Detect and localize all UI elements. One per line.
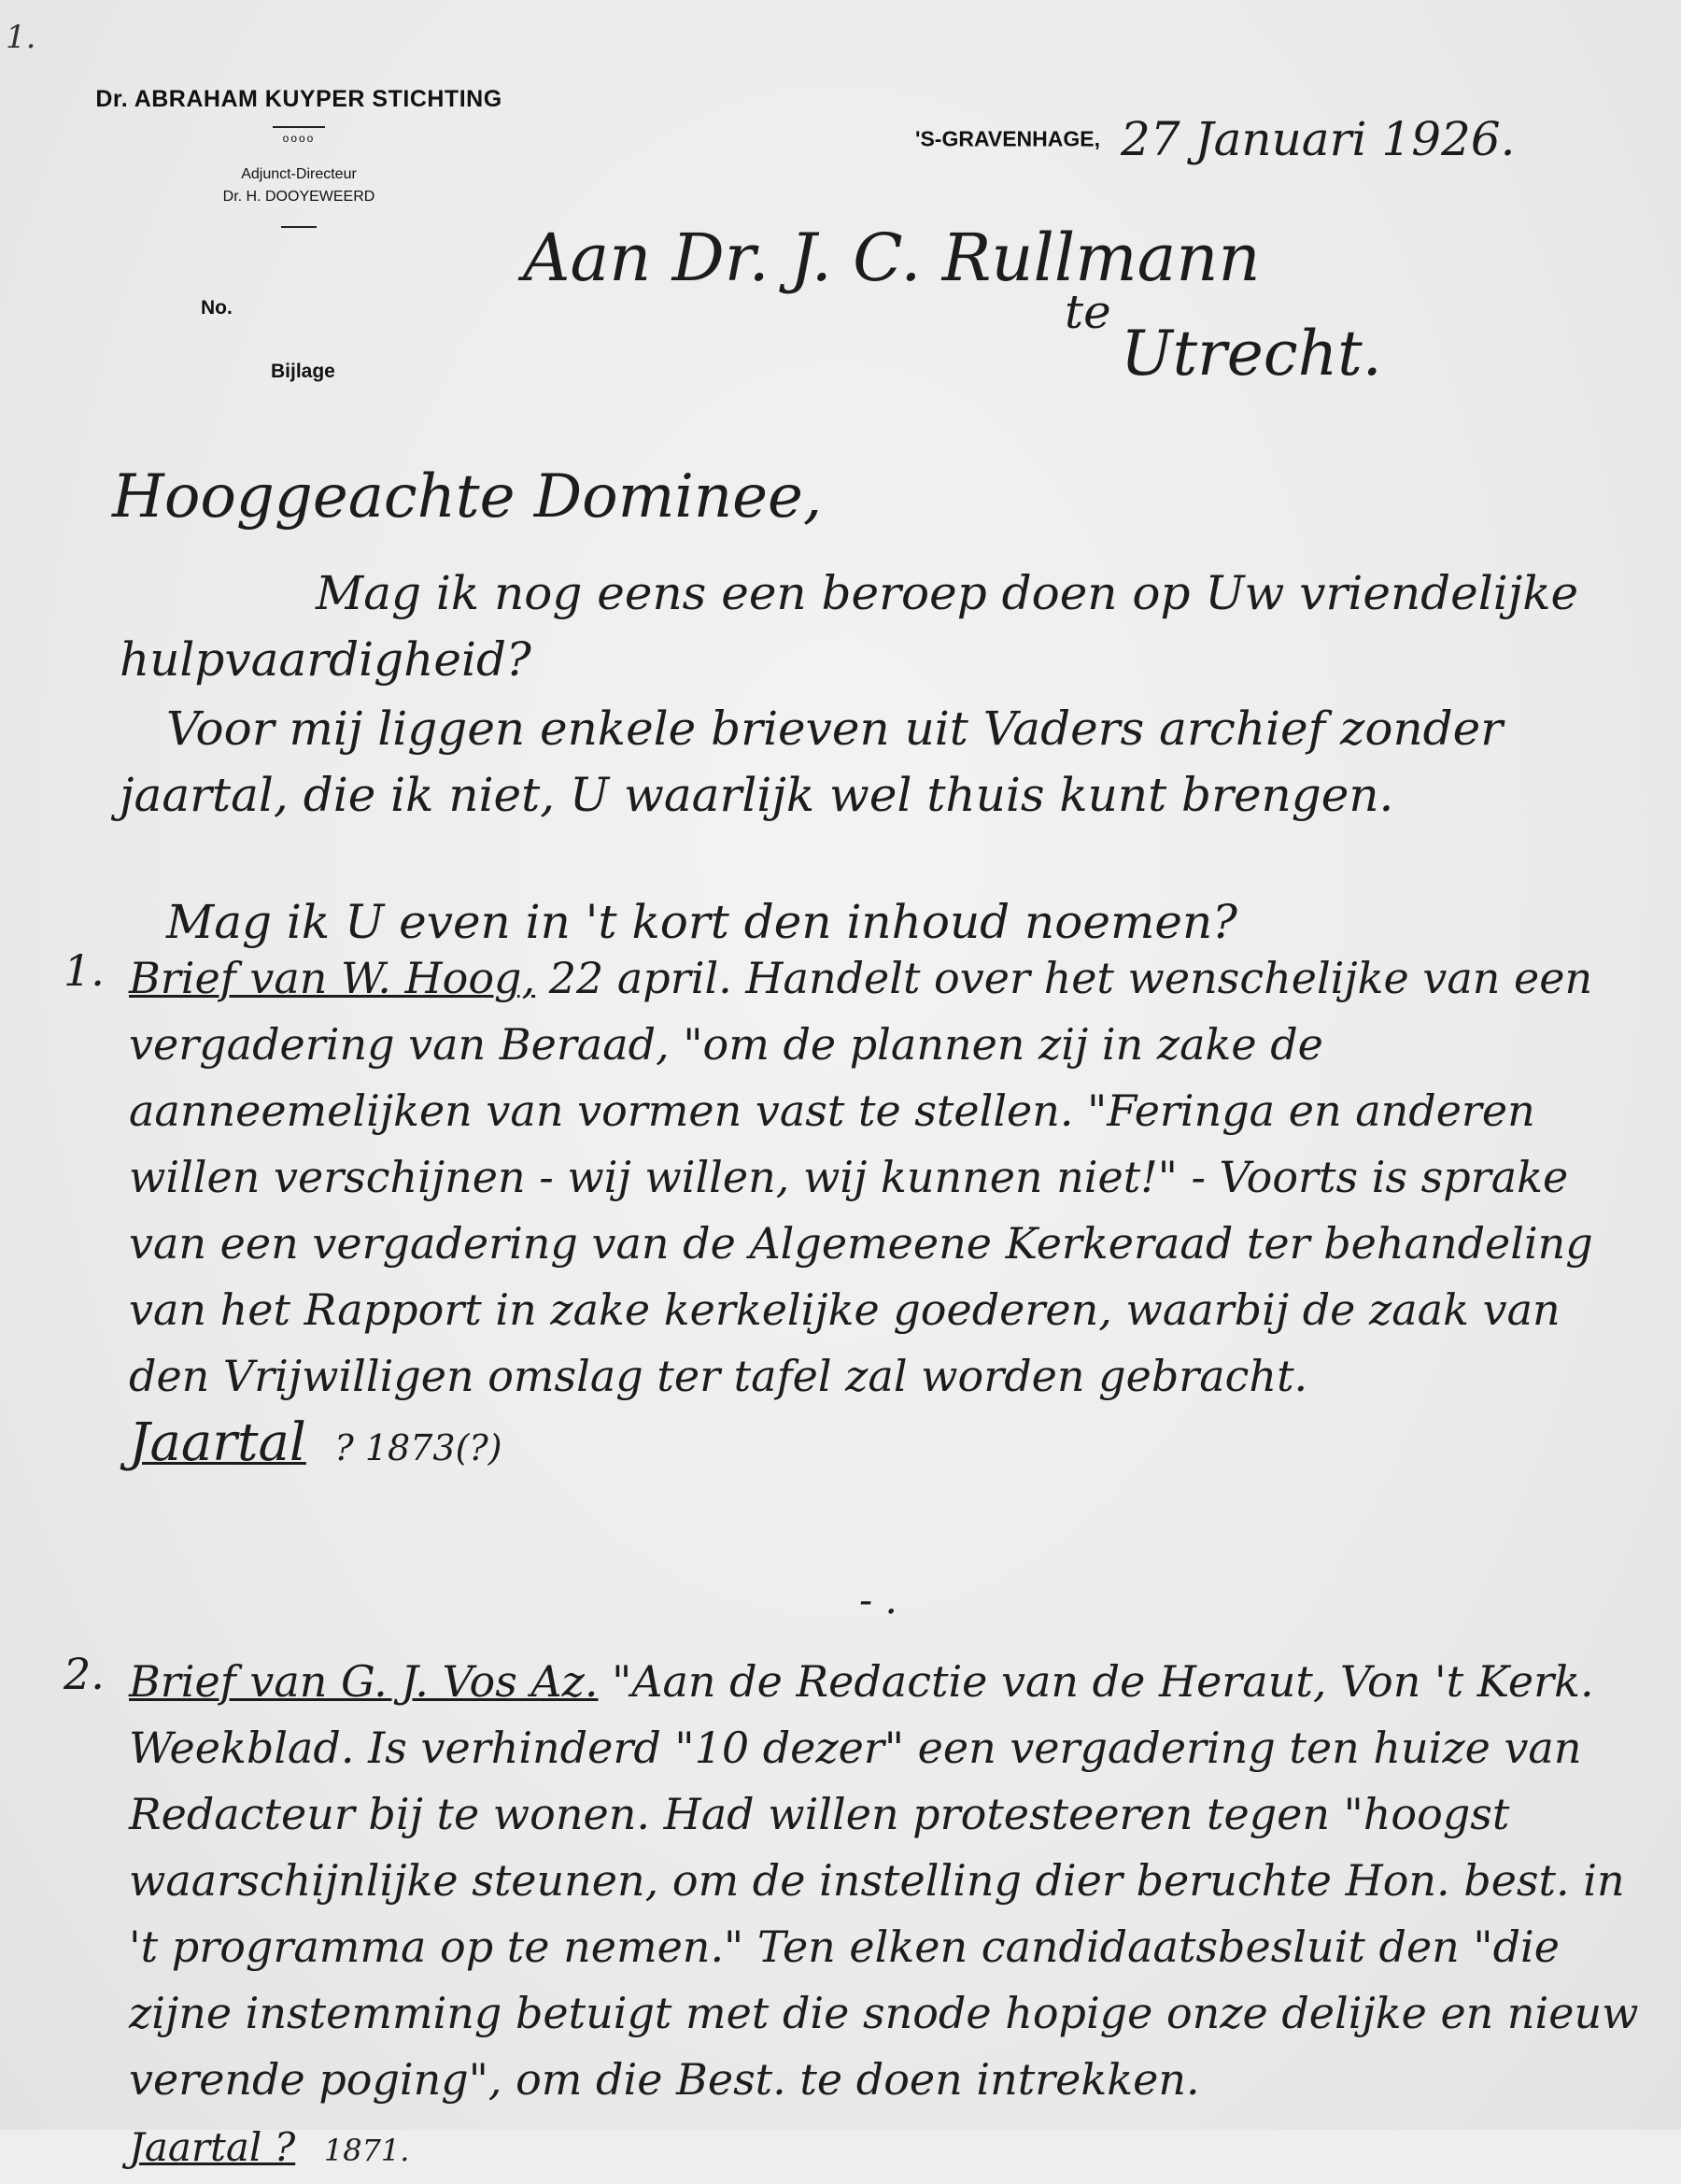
attachment-label: Bijlage bbox=[271, 361, 335, 382]
number-label: No. bbox=[201, 297, 233, 319]
letterhead-divider-short bbox=[281, 226, 317, 228]
list-item-body bbox=[129, 945, 1642, 1482]
list-item-title: Brief van G. J. Vos Az. bbox=[129, 1656, 599, 1707]
recipient-preposition: te bbox=[1065, 285, 1111, 339]
paragraph-contents: Mag ik U even in 't kort den inhoud noemen? bbox=[166, 895, 1237, 949]
letterhead bbox=[84, 86, 514, 228]
list-item-body bbox=[129, 1649, 1642, 2184]
year-line bbox=[129, 1410, 1642, 1482]
year-value: ? 1873(?) bbox=[334, 1427, 502, 1468]
letterhead-ornament: oooo bbox=[282, 132, 316, 145]
year-line bbox=[129, 2113, 1642, 2184]
recipient-city: Utrecht. bbox=[1121, 318, 1382, 390]
salutation: Hooggeachte Dominee, bbox=[112, 462, 823, 532]
list-item-2 bbox=[64, 1649, 1642, 2184]
year-label: Jaartal ? bbox=[129, 2124, 296, 2170]
list-item-number: 1. bbox=[64, 945, 105, 996]
letterhead-organization: Dr. ABRAHAM KUYPER STICHTING bbox=[95, 86, 502, 112]
list-item-number: 2. bbox=[64, 1649, 105, 1699]
letter-date: 27 Januari 1926. bbox=[1121, 112, 1516, 166]
list-item-title: Brief van W. Hoog, bbox=[129, 953, 536, 1003]
list-item-text: 22 april. Handelt over het wenschelijke van een vergadering van Beraad, "om de plannen zij in zake de aanneemelijken van vormen vast te stellen. "Feringa en anderen willen verschijnen - wij willen, wij kunnen niet!" - Voorts is sprake van een vergadering van de Algemeene Kerkeraad ter behandeling van het Rapport in zake kerkelijke goederen, waarbij de zaak van den Vrijwilligen omslag ter tafel zal worden gebracht. bbox=[129, 953, 1593, 1401]
list-item-1 bbox=[64, 945, 1642, 1482]
page-number-marker: 1. bbox=[6, 19, 36, 56]
paragraph-letters: Voor mij liggen enkele brieven uit Vaders archief zonder jaartal, die ik niet, U waarlijk wel thuis kunt brengen. bbox=[120, 702, 1504, 822]
letterhead-name: Dr. H. DOOYEWEERD bbox=[222, 189, 375, 205]
year-label: Jaartal bbox=[129, 1412, 306, 1473]
place-date-line bbox=[915, 112, 1516, 166]
list-item-text: "Aan de Redactie van de Heraut, Von 't Kerk. Weekblad. Is verhinderd "10 dezer" een vergadering ten huize van Redacteur bij te wonen. Had willen protesteeren tegen "hoogst waarschijnlijke steunen, om de instelling dier beruchte Hon. best. in 't programma op te nemen." Ten elken candidaatsbesluit den "die zijne instemming betuigt met die snode hopige onze delijke en nieuw verende poging", om die Best. te doen intrekken. bbox=[129, 1656, 1639, 2105]
separator-mark: - . bbox=[859, 1577, 897, 1623]
place-name: 'S-GRAVENHAGE, bbox=[915, 126, 1101, 151]
year-value: 1871. bbox=[323, 2133, 410, 2168]
paragraph-request: Mag ik nog eens een beroep doen op Uw vriendelijke hulpvaardigheid? bbox=[120, 566, 1579, 687]
letterhead-divider bbox=[273, 126, 325, 128]
letterhead-role: Adjunct-Directeur bbox=[241, 166, 357, 182]
recipient-line: Aan Dr. J. C. Rullmann bbox=[523, 220, 1261, 296]
